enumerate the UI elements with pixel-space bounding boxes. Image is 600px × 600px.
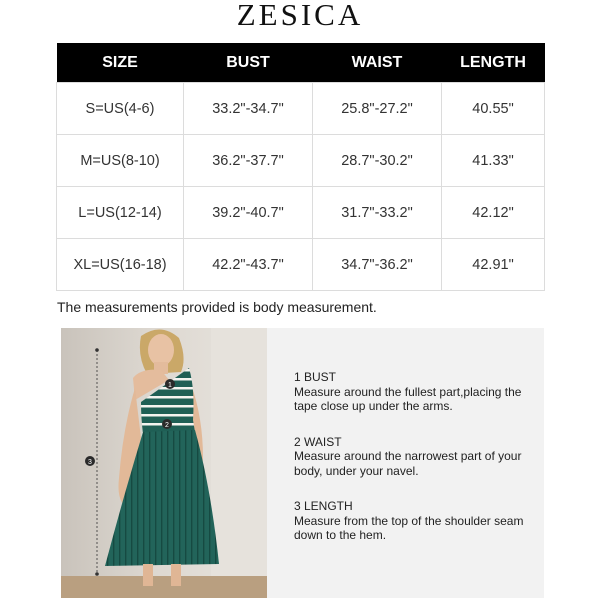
header-waist: WAIST (313, 43, 442, 83)
header-length: LENGTH (442, 43, 545, 83)
table-row (57, 83, 545, 135)
table-row (57, 239, 545, 291)
marker-length (85, 456, 95, 466)
length-line-top (95, 348, 99, 352)
length-line-bottom (95, 572, 99, 576)
length-cell: 40.55" (442, 83, 545, 135)
length-cell: 42.12" (442, 187, 545, 239)
size-cell: XL=US(16-18) (57, 239, 184, 291)
size-cell: S=US(4-6) (57, 83, 184, 135)
bust-cell: 33.2"-34.7" (184, 83, 313, 135)
waist-cell: 28.7"-30.2" (313, 135, 442, 187)
waist-cell: 25.8"-27.2" (313, 83, 442, 135)
left-leg (143, 564, 153, 586)
marker-waist (162, 419, 172, 429)
measurement-note: The measurements provided is body measurement. (57, 299, 377, 315)
model-illustration (61, 328, 267, 598)
step-description: Measure around the narrowest part of your body, under your navel. (294, 449, 522, 478)
marker-bust (165, 379, 175, 389)
bust-cell: 39.2"-40.7" (184, 187, 313, 239)
length-cell: 42.91" (442, 239, 545, 291)
size-cell: L=US(12-14) (57, 187, 184, 239)
waist-cell: 31.7"-33.2" (313, 187, 442, 239)
right-leg (171, 564, 181, 586)
wall-panel (211, 328, 267, 598)
waist-cell: 34.7"-36.2" (313, 239, 442, 291)
marker-waist-label: 2 (165, 422, 169, 429)
brand-logo: ZESICA (236, 0, 364, 32)
table-row (57, 187, 545, 239)
bust-cell: 42.2"-43.7" (184, 239, 313, 291)
measurement-guide (61, 328, 544, 598)
bust-cell: 36.2"-37.7" (184, 135, 313, 187)
header-bust: BUST (184, 43, 313, 83)
step-description: Measure around the fullest part,placing the tape close up under the arms. (294, 384, 522, 413)
step-title: 3 LENGTH (294, 499, 353, 513)
face (148, 334, 174, 366)
step-title: 2 WAIST (294, 434, 342, 449)
table-header-row (57, 43, 545, 83)
step-description: Measure from the top of the shoulder seam down to the hem. (294, 513, 524, 542)
size-chart-table (56, 43, 545, 291)
model-photo (61, 328, 267, 598)
step-title: 1 BUST (294, 370, 337, 384)
step-waist (294, 435, 534, 479)
marker-bust-label: 1 (168, 382, 172, 389)
step-bust (294, 370, 534, 414)
measurement-instructions (294, 370, 534, 564)
marker-length-label: 3 (88, 459, 92, 466)
table-row (57, 135, 545, 187)
step-length (294, 499, 534, 543)
floor (61, 576, 267, 598)
length-cell: 41.33" (442, 135, 545, 187)
header-size: SIZE (57, 43, 184, 83)
size-cell: M=US(8-10) (57, 135, 184, 187)
